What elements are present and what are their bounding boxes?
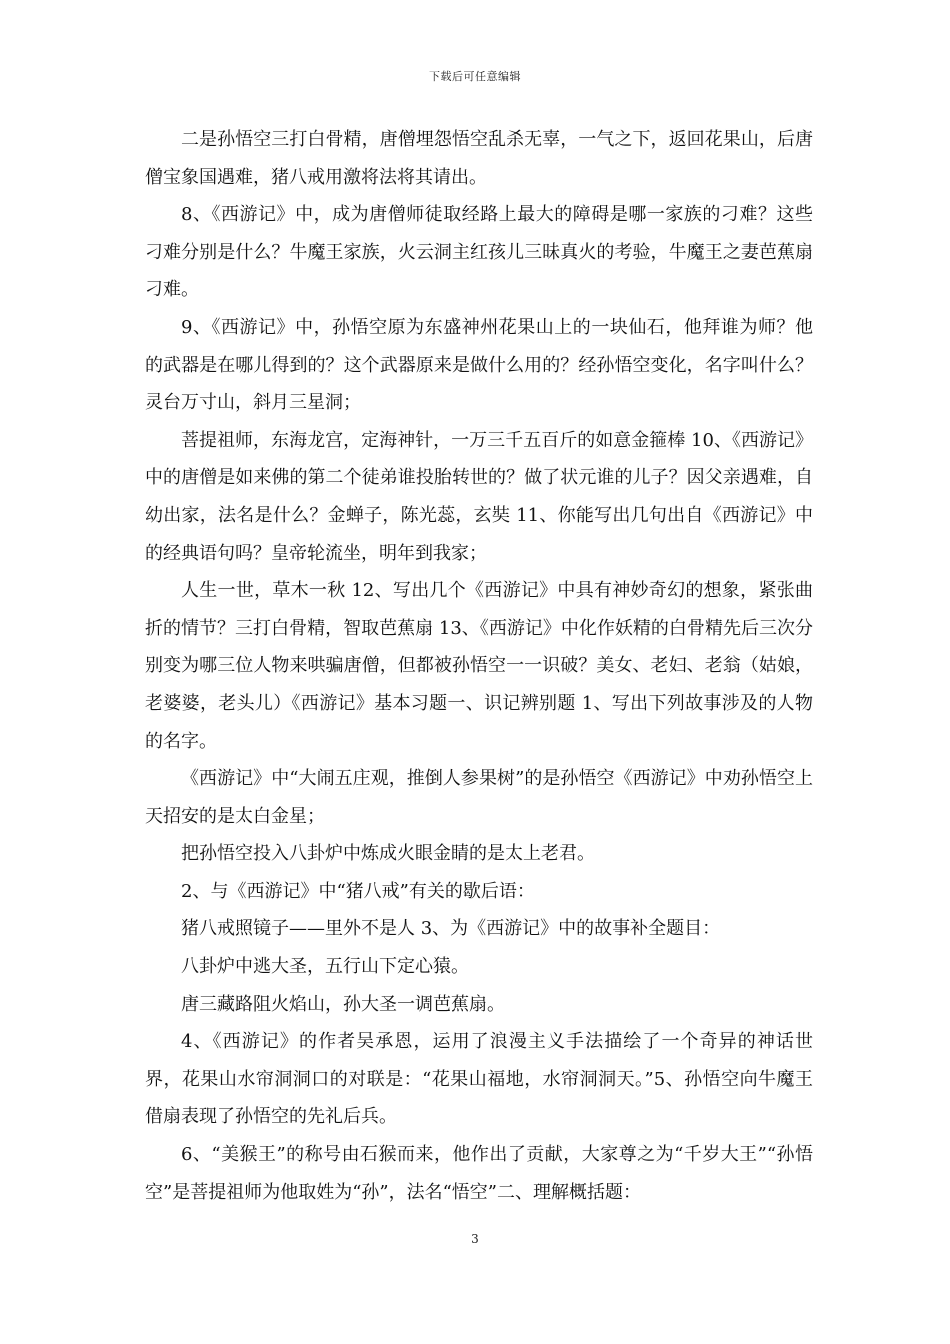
paragraph: 8、《西游记》中，成为唐僧师徒取经路上最大的障碍是哪一家族的刁难？这些刁难分别是什么？牛魔王家族，火云洞主红孩儿三昧真火的考验，牛魔王之妻芭蕉扇刁难。: [145, 204, 813, 301]
document-body: [145, 121, 813, 1211]
paragraph: 八卦炉中逃大圣，五行山下定心猿。: [181, 956, 469, 978]
paragraph: 猪八戒照镜子——里外不是人 3、为《西游记》中的故事补全题目：: [181, 918, 721, 940]
paragraph: 唐三藏路阻火焰山，孙大圣一调芭蕉扇。: [181, 993, 505, 1015]
page-number: 3: [471, 1232, 479, 1246]
paragraph: 9、《西游记》中，孙悟空原为东盛神州花果山上的一块仙石，他拜谁为师？他的武器是在哪儿得到的？这个武器原来是做什么用的？经孙悟空变化，名字叫什么？灵台万寸山，斜月三星洞；: [145, 316, 813, 414]
paragraph: 6、“美猴王”的称号由石猴而来，他作出了贡献，大家尊之为“千岁大王”“孙悟空”是菩提祖师为他取姓为“孙”，法名“悟空”二、理解概括题：: [145, 1144, 813, 1203]
paragraph: 人生一世，草木一秋 12、写出几个《西游记》中具有神妙奇幻的想象，紧张曲折的情节？三打白骨精，智取芭蕉扇 13、《西游记》中化作妖精的白骨精先后三次分别变为哪三位人物来哄骗唐僧，但都被孙悟空一一识破？美女、老妇、老翁（姑娘，老婆婆，老头儿）《西游记》基本习题一、识记辨别题 1、写出下列故事涉及的人物的名字。: [145, 580, 813, 752]
paragraph: 把孙悟空投入八卦炉中炼成火眼金睛的是太上老君。: [181, 843, 595, 865]
page-header: 下载后可任意编辑: [429, 70, 521, 83]
paragraph: 4、《西游记》的作者吴承恩，运用了浪漫主义手法描绘了一个奇异的神话世界，花果山水帘洞洞口的对联是：“花果山福地，水帘洞洞天。”5、孙悟空向牛魔王借扇表现了孙悟空的先礼后兵。: [145, 1031, 813, 1128]
paragraph: 菩提祖师，东海龙宫，定海神针，一万三千五百斤的如意金箍棒 10、《西游记》中的唐僧是如来佛的第二个徒弟谁投胎转世的？做了状元谁的儿子？因父亲遇难，自幼出家，法名是什么？金蝉子，陈光蕊，玄奘 11、你能写出几句出自《西游记》中的经典语句吗？皇帝轮流坐，明年到我家；: [145, 429, 813, 564]
paragraph: 二是孙悟空三打白骨精，唐僧埋怨悟空乱杀无辜，一气之下，返回花果山，后唐僧宝象国遇难，猪八戒用激将法将其请出。: [145, 129, 813, 188]
paragraph: 2、与《西游记》中“猪八戒”有关的歇后语：: [181, 880, 535, 902]
paragraph: 《西游记》中“大闹五庄观，推倒人参果树”的是孙悟空《西游记》中劝孙悟空上天招安的是太白金星；: [145, 768, 813, 827]
